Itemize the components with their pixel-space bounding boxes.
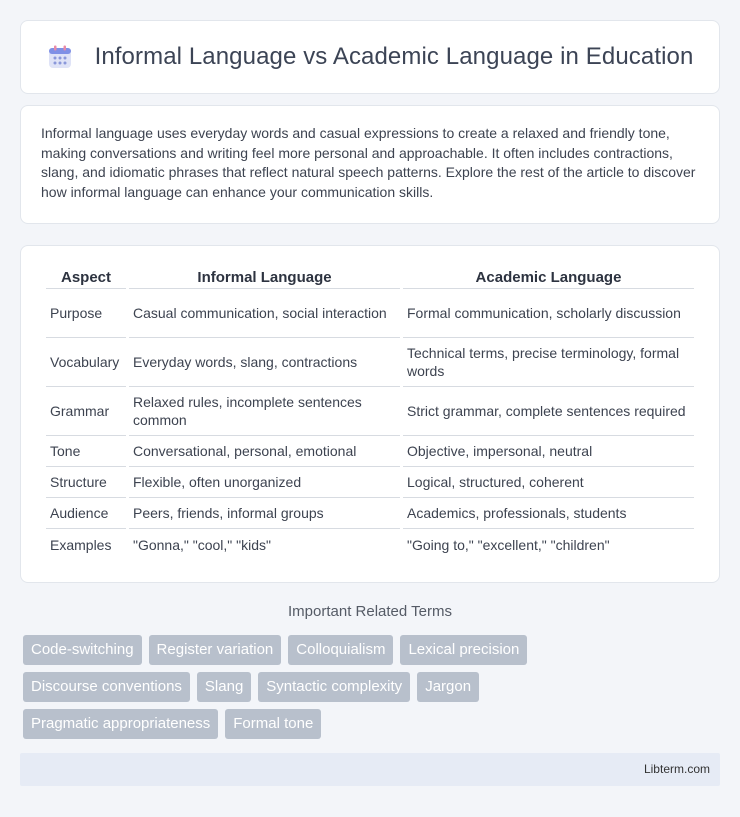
comparison-table-card [20,245,720,583]
tag-lexical-precision[interactable]: Lexical precision [400,635,527,665]
intro-paragraph: Informal language uses everyday words and casual expressions to create a relaxed and friendly tone, making conversations and writing feel more personal and approachable. It often includes contractions, slang, and idiomatic phrases that reflect natural speech patterns. Explore the rest of the article to discover how informal language can enhance your communication skills. [41,125,696,200]
row-academic: Formal communication, scholarly discussion [403,289,694,338]
row-academic: Technical terms, precise terminology, formal words [403,338,694,387]
tag-discourse-conventions[interactable]: Discourse conventions [23,672,190,702]
row-academic: "Going to," "excellent," "children" [407,536,610,553]
row-aspect: Structure [46,467,126,498]
related-terms-title: Important Related Terms [288,603,452,620]
row-aspect: Audience [46,498,126,529]
column-header-informal: Informal Language [129,266,400,289]
row-academic: Strict grammar, complete sentences required [403,387,694,436]
row-informal: Peers, friends, informal groups [129,498,400,529]
row-informal: Conversational, personal, emotional [129,436,400,467]
page-title: Informal Language vs Academic Language in Education [94,43,694,70]
column-header-aspect: Aspect [46,266,126,289]
table-row [46,338,694,387]
table-row [46,387,694,436]
header-card [20,20,720,94]
row-academic: Objective, impersonal, neutral [403,436,694,467]
row-aspect: Tone [46,436,126,467]
tag-formal-tone[interactable]: Formal tone [225,709,321,739]
table-row [46,467,694,498]
tag-pragmatic-appropriateness[interactable]: Pragmatic appropriateness [23,709,218,739]
intro-card [20,105,720,224]
column-header-academic: Academic Language [403,266,694,289]
row-academic: Logical, structured, coherent [403,467,694,498]
row-informal: Relaxed rules, incomplete sentences common [129,387,400,436]
row-informal: Casual communication, social interaction [129,289,400,338]
tag-slang[interactable]: Slang [197,672,251,702]
table-row [46,436,694,467]
calendar-icon [47,44,73,70]
table-row [46,289,694,338]
tag-colloquialism[interactable]: Colloquialism [288,635,393,665]
tag-code-switching[interactable]: Code-switching [23,635,142,665]
row-aspect: Examples [50,536,112,553]
tag-register-variation[interactable]: Register variation [149,635,282,665]
row-informal: Everyday words, slang, contractions [129,338,400,387]
comparison-table [43,266,697,560]
footer-site-link[interactable]: Libterm.com [643,762,710,776]
table-header-row [46,266,694,289]
row-aspect: Purpose [46,289,126,338]
row-aspect: Grammar [46,387,126,436]
footer [20,753,720,786]
row-informal: Flexible, often unorganized [129,467,400,498]
tag-syntactic-complexity[interactable]: Syntactic complexity [258,672,410,702]
tag-jargon[interactable]: Jargon [417,672,479,702]
row-informal: "Gonna," "cool," "kids" [133,536,271,553]
row-aspect: Vocabulary [46,338,126,387]
related-terms-tags [23,635,623,746]
table-row [46,498,694,529]
row-academic: Academics, professionals, students [403,498,694,529]
table-row [46,529,694,560]
